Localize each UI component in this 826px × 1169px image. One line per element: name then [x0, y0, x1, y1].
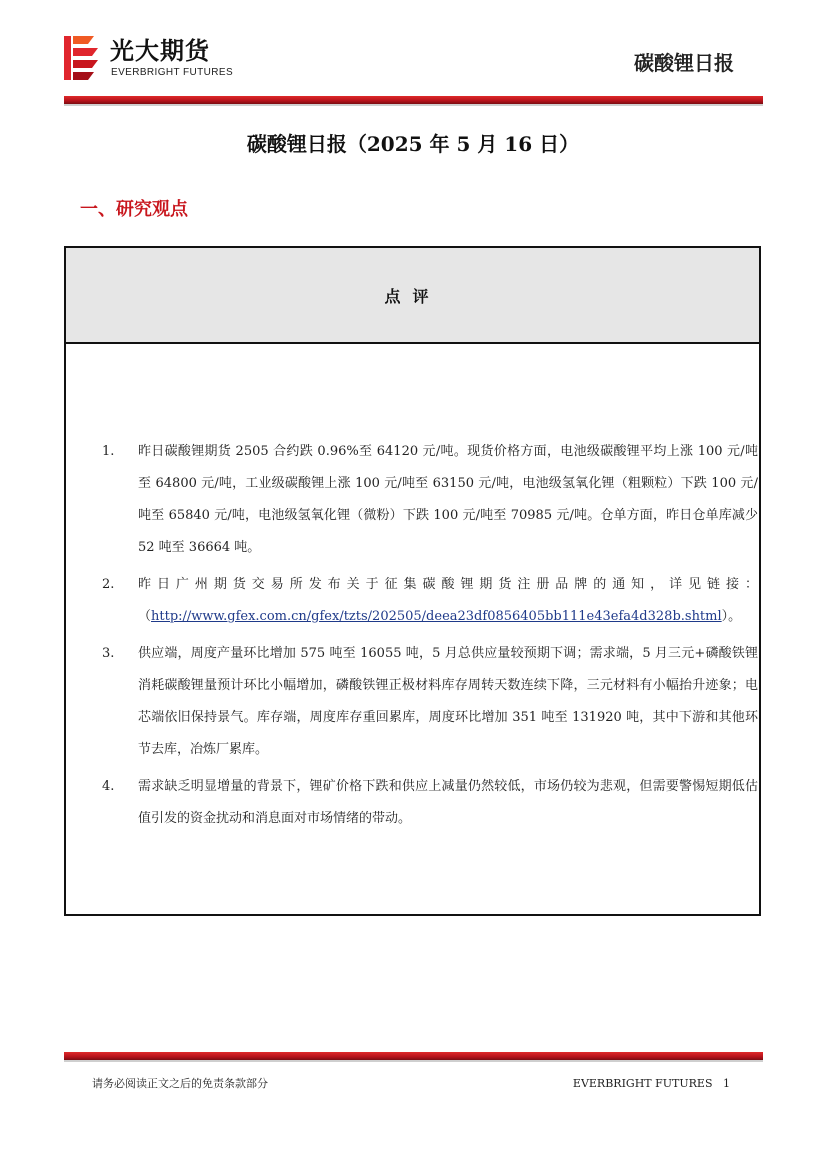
footer-divider-shadow [64, 1060, 763, 1062]
commentary-item-4 [98, 771, 758, 835]
item-text: 昨日碳酸锂期货 2505 合约跌 0.96%至 64120 元/吨。现货价格方面，电池级碳酸锂平均上涨 100 元/吨至 64800 元/吨，工业级碳酸锂上涨 100 元/吨至 63150 元/吨，电池级氢氧化锂（粗颗粒）下跌 100 元/吨至 65840 元/吨，电池级氢氧化锂（微粉）下跌 100 元/吨至 70985 元/吨。仓单方面，昨日仓单库减少 52 吨至 36664 吨。 [138, 444, 758, 555]
item-number: 2. [102, 577, 115, 592]
header-divider-shadow [64, 104, 763, 106]
everbright-logo-mark-icon [64, 36, 98, 80]
footer-brand-page [573, 1076, 730, 1092]
item-number: 1. [102, 444, 115, 459]
page-number: 1 [723, 1077, 730, 1090]
section-heading: 一、研究观点 [80, 199, 188, 220]
footer-disclaimer: 请务必阅读正文之后的免责条款部分 [92, 1077, 268, 1090]
gfex-notice-link[interactable]: http://www.gfex.com.cn/gfex/tzts/202505/deea23df0856405bb111e43efa4d328b.shtml [151, 609, 722, 624]
company-logo [64, 36, 264, 82]
item-text: 需求缺乏明显增量的背景下，锂矿价格下跌和供应上减量仍然较低，市场仍较为悲观，但需要警惕短期低估值引发的资金扰动和消息面对市场情绪的带动。 [138, 779, 758, 826]
commentary-heading: 点评 [66, 248, 759, 344]
item-text-tail: ）。 [721, 609, 742, 624]
header-divider-bar [64, 96, 763, 104]
item-text: 昨日广州期货交易所发布关于征集碳酸锂期货注册品牌的通知，详见链接：（ [138, 577, 758, 624]
item-number: 4. [102, 779, 115, 794]
logo-english-name: EVERBRIGHT FUTURES [111, 67, 234, 78]
footer-divider-bar [64, 1052, 763, 1060]
item-text: 供应端，周度产量环比增加 575 吨至 16055 吨，5 月总供应量较预期下调；需求端，5 月三元+磷酸铁锂消耗碳酸锂量预计环比小幅增加，磷酸铁锂正极材料库存周转天数连续下降，三元材料有小幅抬升迹象；电芯端依旧保持景气。库存端，周度库存重回累库，周度环比增加 351 吨至 131920 吨，其中下游和其他环节去库，冶炼厂累库。 [138, 646, 758, 757]
commentary-item-3 [98, 638, 758, 766]
item-number: 3. [102, 646, 115, 661]
commentary-item-1 [98, 436, 758, 564]
header-report-title: 碳酸锂日报 [634, 51, 734, 75]
commentary-item-2 [98, 569, 758, 633]
logo-chinese-name: 光大期货 [110, 37, 210, 65]
footer-brand: EVERBRIGHT FUTURES [572, 1077, 713, 1090]
commentary-box [64, 246, 761, 916]
document-title: 碳酸锂日报（2025 年 5 月 16 日） [246, 132, 580, 156]
commentary-list [98, 436, 758, 840]
